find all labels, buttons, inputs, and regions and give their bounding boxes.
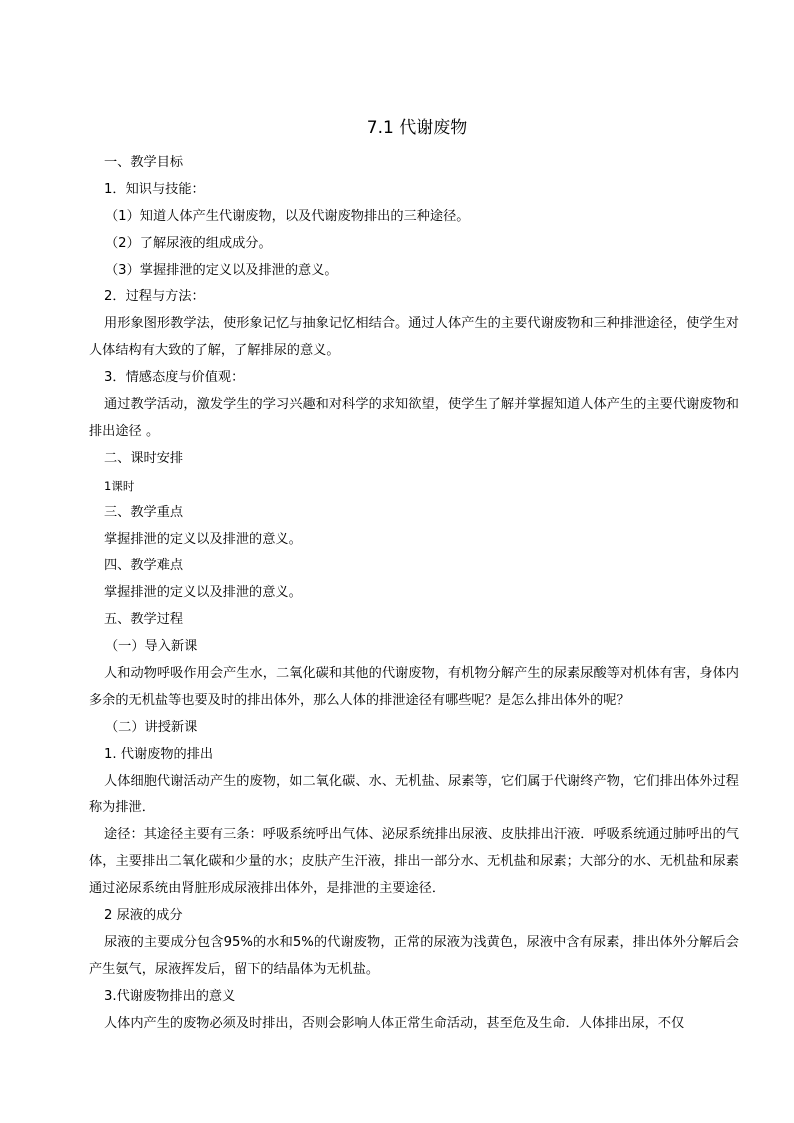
section-heading-schedule: 二、课时安排 <box>104 450 184 466</box>
section-heading-process: 五、教学过程 <box>104 612 184 628</box>
item-excretion-heading: 1. 代谢废物的排出 <box>104 746 214 762</box>
intro-paragraph: 人和动物呼吸作用会产生水，二氧化碳和其他的代谢废物，有机物分解产生的尿素尿酸等对机体有害，身体内多余的无机盐等也要及时的排出体外，那么人体的排泄途径有哪些呢？是怎么排出体外的呢？ <box>89 665 739 708</box>
urine-paragraph: 尿液的主要成分包含95%的水和5%的代谢废物，正常的尿液为浅黄色，尿液中含有尿素，排出体外分解后会产生氨气，尿液挥发后，留下的结晶体为无机盐。 <box>89 935 739 977</box>
subheading-methods: 2．过程与方法： <box>104 289 205 305</box>
pathways-paragraph: 途径：其途径主要有三条：呼吸系统呼出气体、泌尿系统排出尿液、皮肤排出汗液．呼吸系统通过肺呼出的气体，主要排出二氧化碳和少量的水；皮肤产生汗液，排出一部分水、无机盐和尿素；大部分的水、无机盐和尿素通过泌尿系统由肾脏形成尿液排出体外，是排泄的主要途径． <box>89 827 739 897</box>
subheading-intro: （一）导入新课 <box>105 639 198 655</box>
section-heading-key-points: 三、教学重点 <box>104 504 184 520</box>
difficulties-text: 掌握排泄的定义以及排泄的意义。 <box>104 585 302 601</box>
methods-paragraph: 用形象图形教学法，使形象记忆与抽象记忆相结合。通过人体产生的主要代谢废物和三种排泄途径，使学生对人体结构有大致的了解，了解排尿的意义。 <box>89 316 739 359</box>
section-heading-goals: 一、教学目标 <box>104 155 184 170</box>
attitude-paragraph: 通过教学活动，激发学生的学习兴趣和对科学的求知欲望，使学生了解并掌握知道人体产生的主要代谢废物和排出途径 。 <box>89 397 739 439</box>
subheading-knowledge: 1．知识与技能： <box>104 181 205 197</box>
subheading-new-lesson: （二）讲授新课 <box>105 719 198 735</box>
item-urine-heading: 2 尿液的成分 <box>104 908 183 924</box>
subheading-attitude: 3．情感态度与价值观： <box>104 370 245 386</box>
goal-item-3: （3）掌握排泄的定义以及排泄的意义。 <box>105 262 338 278</box>
item-significance-heading: 3.代谢废物排出的意义 <box>104 988 236 1004</box>
goal-item-1: （1）知道人体产生代谢废物，以及代谢废物排出的三种途径。 <box>105 208 470 224</box>
schedule-text: 1课时 <box>104 478 135 493</box>
document-title: 7.1 代谢废物 <box>366 118 468 138</box>
section-heading-difficulties: 四、教学难点 <box>104 558 184 574</box>
excretion-paragraph: 人体细胞代谢活动产生的废物，如二氧化碳、水、无机盐、尿素等，它们属于代谢终产物，它们排出体外过程称为排泄． <box>89 773 739 816</box>
goal-item-2: （2）了解尿液的组成成分。 <box>105 235 272 251</box>
significance-paragraph: 人体内产生的废物必须及时排出，否则会影响人体正常生命活动，甚至危及生命．人体排出尿，不仅 <box>104 1015 685 1031</box>
key-points-text: 掌握排泄的定义以及排泄的意义。 <box>104 531 302 547</box>
document-body <box>89 150 739 1038</box>
